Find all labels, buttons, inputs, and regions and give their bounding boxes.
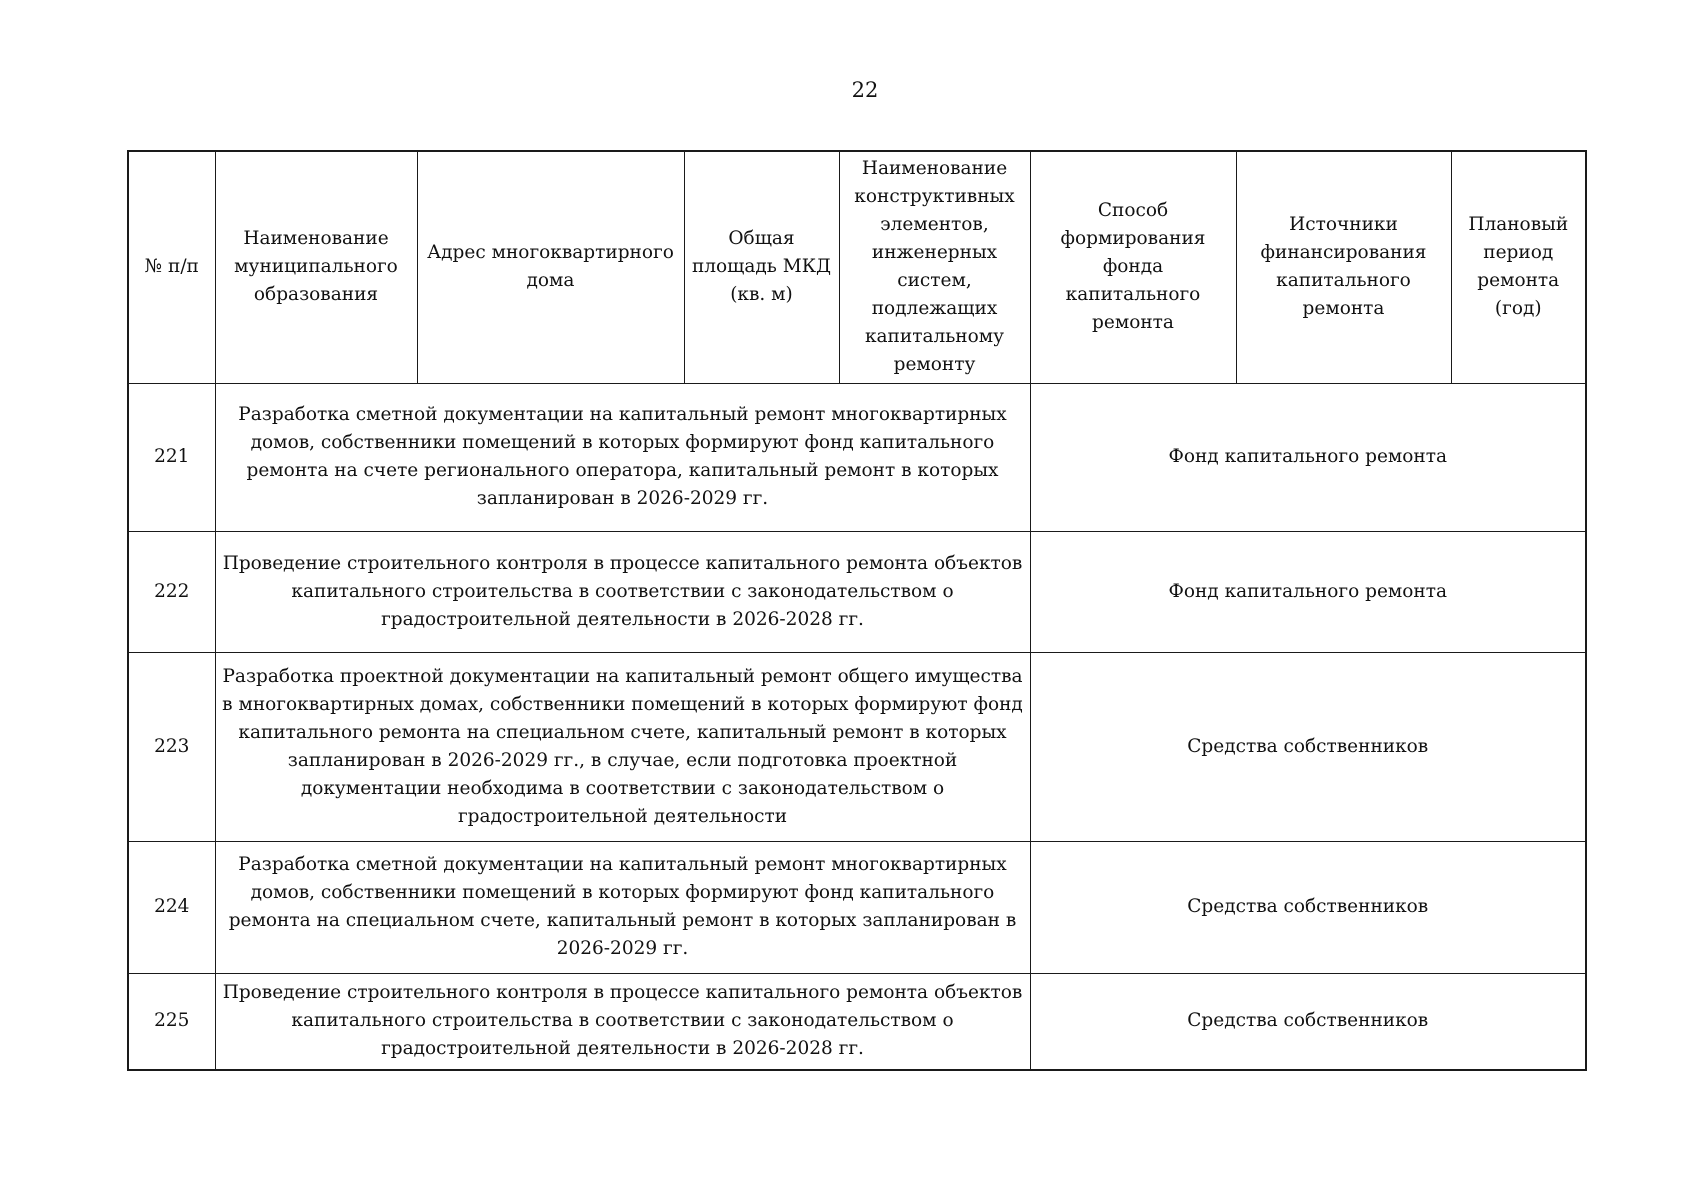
row-description: Проведение строительного контроля в процессе капитального ремонта объектов капитального строительства в соответствии с законодательством о градостроительной деятельности в 2026-2028 гг. [215,973,1030,1070]
header-num: № п/п [128,151,215,383]
row-description: Разработка сметной документации на капитальный ремонт многоквартирных домов, собственники помещений в которых формируют фонд капитального ремонта на специальном счете, капитальный ремонт в которых запланирован в 2026-2029 гг. [215,841,1030,973]
header-planned-period: Плановый период ремонта (год) [1451,151,1586,383]
row-description: Разработка проектной документации на капитальный ремонт общего имущества в многоквартирных домах, собственники помещений в которых формируют фонд капитального ремонта на специальном счете, капитальный ремонт в которых запланирован в 2026-2029 гг., в случае, если подготовка проектной документации необходима в соответствии с законодательством о градостроительной деятельности [215,652,1030,841]
page-number: 22 [851,78,879,102]
row-description: Проведение строительного контроля в процессе капитального ремонта объектов капитального строительства в соответствии с законодательством о градостроительной деятельности в 2026-2028 гг. [215,531,1030,652]
table-row [128,652,1586,841]
header-fund-method: Способ формирования фонда капитального ремонта [1030,151,1236,383]
capital-repair-table [127,150,1587,1071]
header-elements: Наименование конструктивных элементов, инженерных систем, подлежащих капитальному ремонту [839,151,1030,383]
table-row [128,531,1586,652]
row-number: 225 [128,973,215,1070]
row-description: Разработка сметной документации на капитальный ремонт многоквартирных домов, собственники помещений в которых формируют фонд капитального ремонта на счете регионального оператора, капитальный ремонт в которых запланирован в 2026-2029 гг. [215,383,1030,531]
row-number: 221 [128,383,215,531]
table-row [128,841,1586,973]
table-row [128,973,1586,1070]
header-area: Общая площадь МКД (кв. м) [684,151,839,383]
row-funding-source: Средства собственников [1030,841,1586,973]
row-funding-source: Средства собственников [1030,652,1586,841]
row-number: 224 [128,841,215,973]
row-funding-source: Средства собственников [1030,973,1586,1070]
header-address: Адрес многоквартирного дома [417,151,684,383]
row-number: 222 [128,531,215,652]
row-funding-source: Фонд капитального ремонта [1030,531,1586,652]
table-row [128,383,1586,531]
table-header-row [128,151,1586,383]
row-funding-source: Фонд капитального ремонта [1030,383,1586,531]
header-financing-sources: Источники финансирования капитального ремонта [1236,151,1451,383]
header-municipality: Наименование муниципального образования [215,151,417,383]
row-number: 223 [128,652,215,841]
